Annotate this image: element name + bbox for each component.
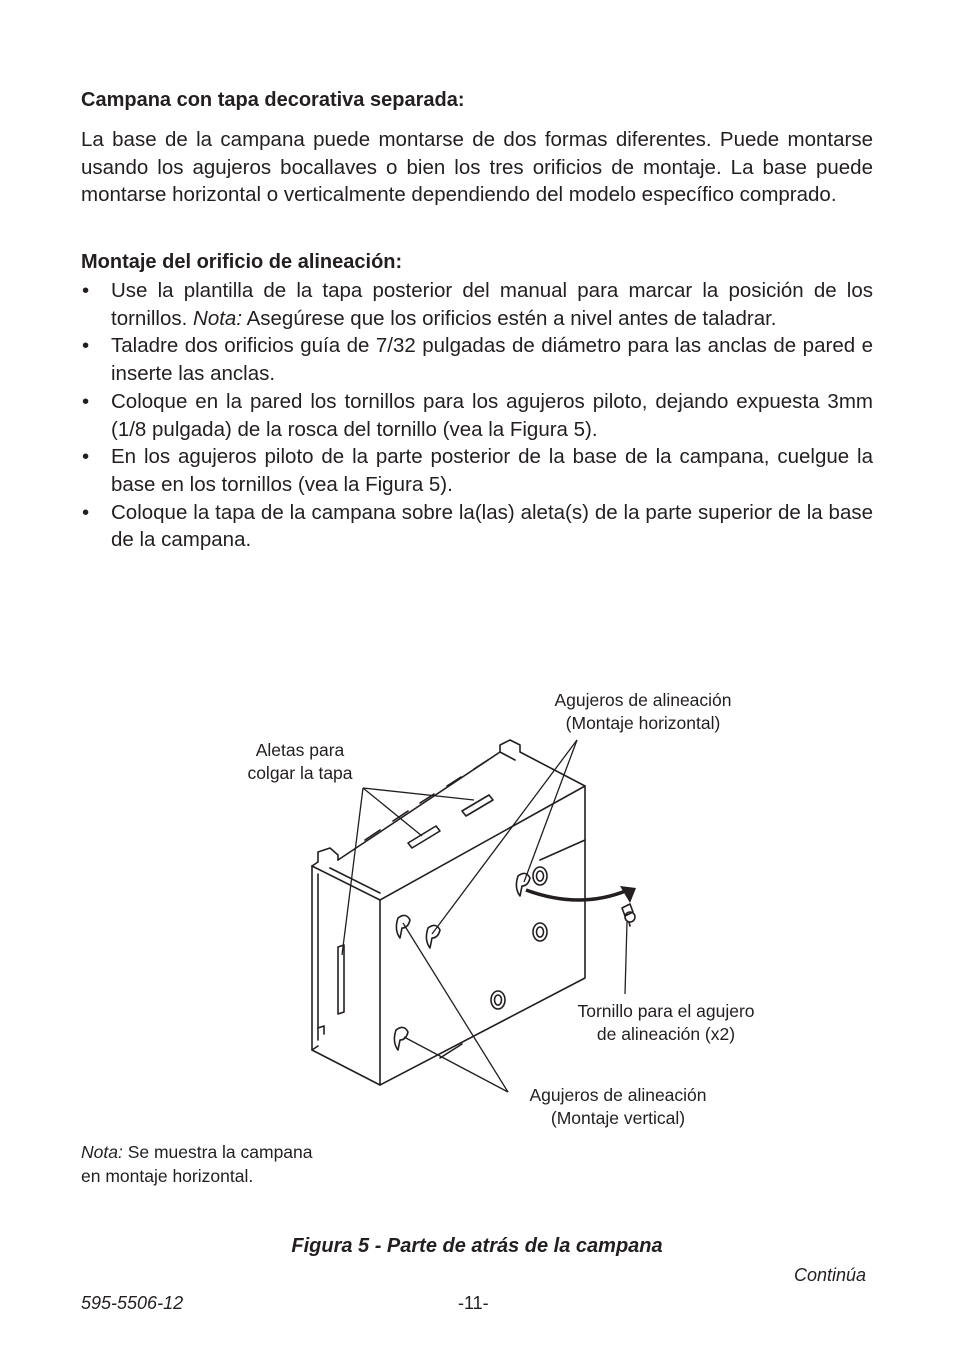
bullet-marker: • xyxy=(82,445,90,469)
keyhole xyxy=(516,873,530,896)
figure-note: Nota: Se muestra la campana en montaje horizontal. xyxy=(81,1142,313,1186)
doc-number: 595-5506-12 xyxy=(81,1293,184,1313)
screw xyxy=(622,904,633,916)
back-flange xyxy=(312,866,380,1085)
list-item-text: Coloque la tapa de la campana sobre la(las) aleta(s) de la parte superior de la base de la campana. xyxy=(111,500,873,552)
bullet-marker: • xyxy=(82,334,90,358)
vertical-tab xyxy=(338,945,344,1014)
subsection-title: Montaje del orificio de alineación: xyxy=(81,251,403,273)
list-item-text: Taladre dos orificios guía de 7/32 pulgadas de diámetro para las anclas de pared e inserte las anclas. xyxy=(111,334,873,386)
top-flange xyxy=(338,740,585,860)
list-item-text: Coloque en la pared los tornillos para los agujeros piloto, dejando expuesta 3mm (1/8 pulgada) de la rosca del tornillo (vea la Figura 5). xyxy=(111,389,873,441)
curved-arrow xyxy=(526,890,628,900)
hanging-tab xyxy=(462,795,493,816)
figure-caption: Figura 5 - Parte de atrás de la campana xyxy=(291,1235,663,1257)
bullet-marker: • xyxy=(82,389,90,413)
page-number: -11- xyxy=(458,1293,489,1313)
note-label: Nota: xyxy=(81,1142,123,1162)
label-holes-horizontal: Agujeros de alineación (Montaje horizontal) xyxy=(554,690,732,733)
label-screw: Tornillo para el agujero de alineación (x2) xyxy=(577,1001,755,1044)
keyhole xyxy=(426,925,440,948)
side-face xyxy=(312,866,380,900)
continues-label: Continúa xyxy=(794,1265,867,1285)
intro-paragraph: La base de la campana puede montarse de dos formas diferentes. Puede montarse usando los agujeros bocallaves o bien los tres orificios de montaje. La base puede montarse horizontal o verticalmente dependiendo del modelo específico comprado. xyxy=(81,128,873,207)
list-item-text: Use la plantilla de la tapa posterior del manual para marcar la posición de los tornillos. xyxy=(111,279,873,330)
label-holes-vertical: Agujeros de alineación (Montaje vertical) xyxy=(529,1085,707,1128)
section-title: Campana con tapa decorativa separada: xyxy=(81,89,465,111)
keyhole xyxy=(396,915,410,938)
label-tabs: Aletas para colgar la tapa xyxy=(247,740,353,783)
list-item-text: En los agujeros piloto de la parte posterior de la base de la campana, cuelgue la base en los tornillos (vea la Figura 5). xyxy=(111,445,873,496)
note-label: Nota: xyxy=(193,306,243,330)
list-item-text: Asegúrese que los orificios estén a nivel antes de taladrar. xyxy=(242,306,777,330)
bullet-marker: • xyxy=(82,279,90,302)
bullet-marker: • xyxy=(82,500,90,524)
